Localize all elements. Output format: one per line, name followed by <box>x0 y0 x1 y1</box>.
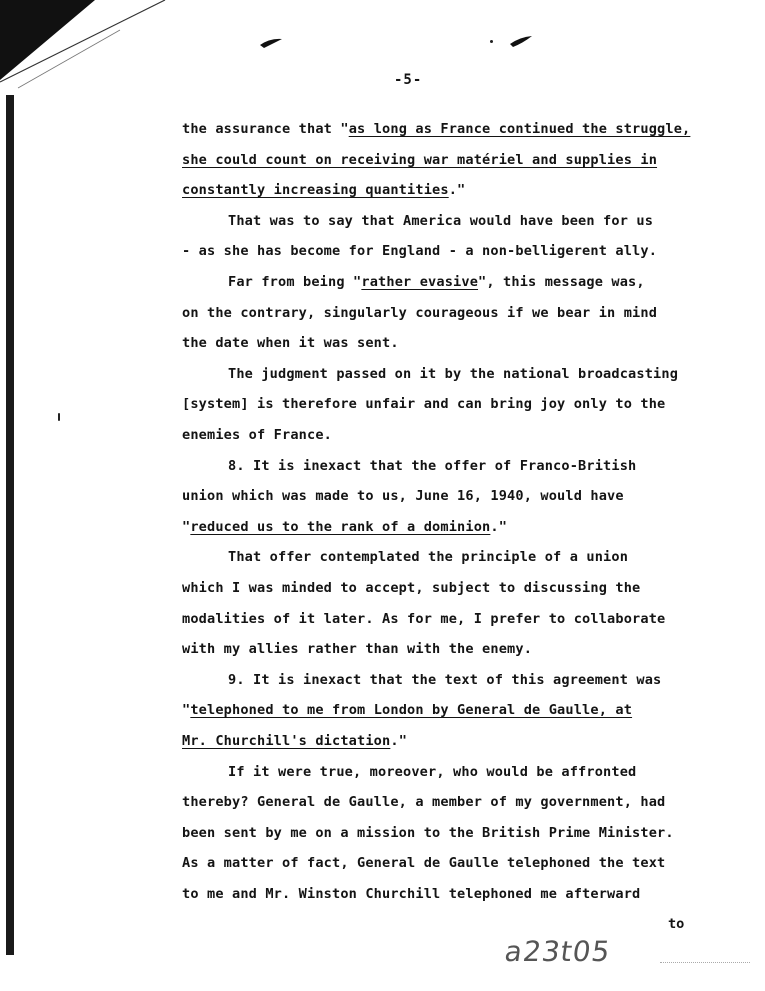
text-segment: 8. It is inexact that the offer of Franco-British <box>228 457 637 474</box>
text-line <box>182 518 507 536</box>
text-segment: ", this message was, <box>478 274 645 290</box>
text-segment: " <box>182 518 191 535</box>
text-line <box>182 334 399 352</box>
handwritten-number: a23t05 <box>502 935 613 968</box>
text-segment: " <box>182 702 191 719</box>
text-segment: As a matter of fact, General de Gaulle telephoned the text <box>182 855 666 872</box>
text-segment: The judgment passed on it by the national broadcasting <box>228 365 679 382</box>
text-segment: ." <box>390 733 408 749</box>
ink-mark-left <box>258 36 284 50</box>
text-segment: If it were true, moreover, who would be affronted <box>228 763 637 780</box>
text-segment: the date when it was sent. <box>182 335 399 352</box>
text-line <box>182 610 665 628</box>
text-line <box>182 304 657 322</box>
text-segment: to me and Mr. Winston Churchill telephoned me afterward <box>182 886 641 902</box>
text-segment: Far from being " <box>228 274 362 290</box>
text-segment: been sent by me on a mission to the British Prime Minister. <box>182 824 674 841</box>
text-line <box>182 395 665 413</box>
text-segment: on the contrary, singularly courageous if we bear in mind <box>182 304 658 321</box>
text-line <box>228 212 653 230</box>
text-line <box>182 793 665 811</box>
text-line <box>228 365 678 383</box>
text-line <box>228 457 636 475</box>
text-segment: [system] is therefore unfair and can bring joy only to the <box>182 396 666 413</box>
text-segment: modalities of it later. As for me, I prefer to collaborate <box>182 610 666 627</box>
dotted-rule <box>660 962 750 963</box>
text-segment: ." <box>490 518 508 535</box>
ink-speck <box>490 40 493 43</box>
underlined-quote: reduced us to the rank of a dominion <box>190 518 491 535</box>
text-segment: the assurance that " <box>182 121 349 137</box>
text-line <box>228 671 661 689</box>
left-edge-bar <box>6 95 14 955</box>
underlined-quote: telephoned to me from London by General de Gaulle, at <box>190 702 633 719</box>
text-line <box>182 426 332 444</box>
text-segment: ." <box>448 182 466 199</box>
text-segment: enemies of France. <box>182 427 333 443</box>
ink-speck <box>58 413 60 421</box>
text-line <box>182 487 624 505</box>
text-segment: which I was minded to accept, subject to discussing the <box>182 580 641 596</box>
underlined-quote: rather evasive <box>361 274 479 290</box>
text-line <box>228 548 628 566</box>
text-line <box>228 273 645 291</box>
text-segment: That was to say that America would have been for us <box>228 212 654 229</box>
page-number: -5- <box>394 72 423 88</box>
text-segment: - as she has become for England - a non-belligerent ally. <box>182 243 658 260</box>
text-segment: with my allies rather than with the enemy. <box>182 641 533 658</box>
underlined-quote: as long as France continued the struggle, <box>348 121 691 137</box>
text-line <box>182 854 665 872</box>
text-line <box>182 732 407 750</box>
catchword: to <box>668 916 685 932</box>
text-line <box>182 824 674 842</box>
text-line <box>182 640 532 658</box>
text-line <box>182 151 657 169</box>
text-segment: That offer contemplated the principle of a union <box>228 549 629 566</box>
text-segment: union which was made to us, June 16, 1940, would have <box>182 488 624 505</box>
text-segment: thereby? General de Gaulle, a member of my government, had <box>182 794 666 811</box>
ink-mark-right <box>508 34 534 48</box>
underlined-quote: she could count on receiving war matériel and supplies in <box>182 151 658 168</box>
text-line <box>182 579 640 597</box>
text-line <box>182 701 632 719</box>
punch-corner-mark <box>0 0 170 90</box>
underlined-quote: constantly increasing quantities <box>182 182 449 199</box>
text-segment: 9. It is inexact that the text of this agreement was <box>228 671 662 688</box>
text-line <box>182 181 465 199</box>
text-line <box>182 885 640 903</box>
underlined-quote: Mr. Churchill's dictation <box>182 733 391 749</box>
text-line <box>228 763 636 781</box>
text-line <box>182 120 690 138</box>
text-line <box>182 242 657 260</box>
